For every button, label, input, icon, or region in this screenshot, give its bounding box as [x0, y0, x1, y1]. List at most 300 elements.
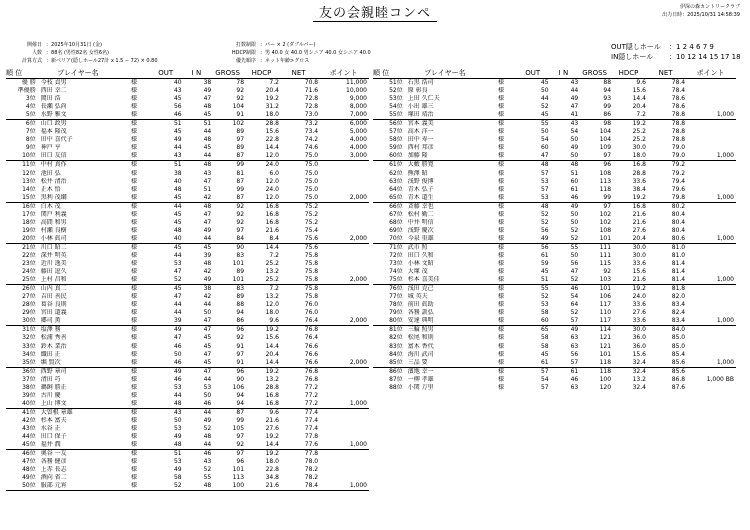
player-name-cell: 海川 武司 [407, 350, 434, 358]
hdcp-cell: 27.6 [632, 226, 646, 234]
hdcp-cell: 7.2 [269, 79, 279, 87]
hdcp-cell: 6.0 [269, 169, 279, 177]
player-name-cell: 鈴木 業治 [40, 342, 67, 350]
rank-cell: 21位 [22, 243, 36, 251]
rank-cell: 7位 [25, 128, 36, 136]
net-cell: 76.8 [304, 326, 319, 334]
points-cell [685, 211, 736, 219]
table-row [6, 79, 369, 88]
honorific-cell: 様 [131, 144, 138, 152]
gross-cell: 94 [236, 391, 245, 399]
in-score-cell: 48 [203, 260, 212, 268]
hdcp-cell: 7.2 [611, 111, 646, 120]
honorific-cell: 様 [498, 383, 505, 391]
in-score-cell: 48 [203, 202, 212, 210]
net-cell: 71.6 [304, 87, 319, 95]
in-score-cell: 49 [570, 202, 579, 210]
hdcp-cell: 16.8 [632, 161, 646, 169]
points-cell [685, 87, 736, 95]
hdcp-cell: 16.8 [265, 202, 279, 210]
player-name-cell: 今枝 貞男 [40, 79, 67, 87]
hdcp-cell: 16.8 [265, 391, 279, 399]
net-cell: 75.8 [304, 260, 319, 268]
points-cell [685, 136, 736, 144]
gross-cell: 92 [236, 218, 245, 226]
in-score-cell: 50 [203, 391, 212, 399]
table-row [373, 186, 736, 194]
gross-cell: 100 [211, 482, 244, 491]
player-name-cell: 鵜飼 勝正 [40, 383, 67, 391]
player-name-cell: 濱地 幸一 [407, 367, 434, 375]
honorific-cell: 様 [131, 416, 138, 424]
honorific-cell: 様 [485, 235, 517, 244]
rank-cell: 9位 [25, 144, 36, 152]
gross-cell: 88 [236, 301, 245, 309]
net-cell: 78.0 [304, 458, 319, 466]
out-score-cell: 52 [540, 293, 549, 301]
player-name-cell: 福井 潤 [38, 441, 118, 450]
out-score-cell: 51 [173, 161, 182, 169]
points-cell [318, 458, 369, 466]
net-cell: 77.8 [304, 450, 319, 458]
hdcp-cell: 36.0 [632, 334, 646, 342]
out-score-cell: 55 [540, 285, 549, 293]
table-row [6, 317, 369, 326]
player-name-cell: 松浦 秀善 [40, 334, 67, 342]
out-score-cell: 56 [540, 226, 549, 234]
rank-cell: 88位 [389, 383, 403, 391]
points-cell: 1,000 [685, 317, 736, 326]
honorific-cell: 様 [131, 87, 138, 95]
gross-cell: 92 [603, 268, 612, 276]
info-row: 優先順序 ：ネット年齢>グロス [235, 58, 310, 64]
out-score-cell: 46 [173, 375, 182, 383]
player-name-cell: 関戸 利義 [40, 210, 67, 218]
net-cell: 78.4 [279, 482, 318, 491]
player-name-cell: 松井 清治 [40, 177, 67, 185]
out-score-cell: 46 [150, 359, 182, 368]
points-cell [685, 309, 736, 317]
rank-cell: 84位 [389, 350, 403, 358]
table-row [6, 425, 369, 433]
player-name-cell: 大塚 茂 [407, 268, 428, 276]
hdcp-cell: 30.0 [632, 144, 646, 152]
honorific-cell: 様 [131, 95, 138, 103]
in-score-cell: 42 [203, 268, 212, 276]
hdcp-cell: 21.6 [611, 276, 646, 285]
net-cell: 77.6 [279, 441, 318, 450]
in-score-cell: 43 [203, 458, 212, 466]
out-score-cell: 56 [540, 243, 549, 251]
player-name-cell: 浅野 慶次 [407, 226, 434, 234]
points-cell: 9,000 [349, 95, 367, 103]
points-cell [318, 334, 369, 342]
net-cell: 85.6 [646, 359, 685, 368]
points-cell: 1,000 [685, 111, 736, 120]
honorific-cell: 様 [498, 350, 505, 358]
points-cell [685, 103, 736, 111]
net-cell: 75.4 [304, 226, 319, 234]
points-cell [685, 301, 736, 309]
in-score-cell: 47 [570, 268, 579, 276]
player-name-cell: 田口 友信 [38, 152, 118, 161]
gross-cell: 118 [599, 185, 612, 193]
rank-cell: 63位 [389, 177, 403, 185]
in-score-cell: 52 [549, 276, 579, 285]
player-name-cell: 小林 眞司 [38, 235, 118, 244]
gross-cell: 89 [236, 293, 245, 301]
rank-cell: 52位 [389, 87, 403, 95]
gross-cell: 96 [236, 326, 245, 334]
hdcp-cell: 13.2 [265, 375, 279, 383]
player-name-cell: 上田 久仁夫 [407, 95, 440, 103]
honorific-cell: 様 [498, 260, 505, 268]
gross-cell: 90 [236, 243, 245, 251]
in-score-cell: 44 [203, 301, 212, 309]
gross-cell: 97 [236, 226, 245, 234]
gross-cell: 102 [599, 210, 612, 218]
points-cell [318, 211, 369, 219]
hdcp-cell: 28.8 [265, 383, 279, 391]
gross-cell: 115 [599, 260, 612, 268]
table-row [373, 87, 736, 95]
points-cell [318, 285, 369, 294]
player-name-cell: 西村 邦彦 [407, 144, 434, 152]
points-cell: 1,000 [685, 194, 736, 203]
out-score-cell: 51 [173, 450, 182, 458]
rank-cell: 38位 [22, 383, 36, 391]
player-name-cell: 田口 久和 [407, 252, 434, 259]
out-score-cell: 40 [173, 79, 182, 87]
table-row [373, 243, 736, 252]
out-score-cell: 52 [150, 276, 182, 285]
honorific-cell: 様 [131, 424, 138, 432]
col-points: ポイント [318, 69, 369, 79]
in-score-cell: 46 [549, 194, 579, 203]
net-cell: 83.4 [671, 301, 686, 309]
hdcp-cell: 9.6 [636, 79, 646, 87]
table-row [6, 351, 369, 359]
rank-cell: 28位 [22, 301, 36, 309]
in-score-cell: 44 [203, 408, 212, 416]
points-cell: 3,000 [318, 152, 369, 161]
table-row [373, 384, 736, 392]
hdcp-cell: 7.2 [269, 252, 279, 259]
out-score-cell: 53 [173, 458, 182, 466]
table-row [6, 466, 369, 474]
out-score-cell: 52 [150, 482, 182, 491]
honorific-cell: 様 [498, 301, 505, 309]
gross-cell: 96 [603, 161, 612, 169]
table-row [6, 260, 369, 268]
net-cell: 75.0 [304, 177, 319, 185]
player-name-cell: 葛谷 良則 [40, 301, 67, 309]
out-score-cell: 48 [540, 161, 549, 169]
gross-cell: 94 [603, 87, 612, 95]
player-name-cell: 高間 和男 [40, 218, 67, 226]
honorific-cell: 様 [498, 120, 505, 128]
points-cell: 1,000 [685, 276, 736, 285]
player-name-cell: 水野 雅文 [38, 111, 118, 120]
rank-cell: 20位 [6, 235, 38, 244]
in-score-cell: 48 [203, 103, 212, 111]
honorific-cell: 様 [498, 375, 505, 383]
net-cell: 75.8 [279, 276, 318, 285]
out-score-cell: 51 [173, 120, 182, 128]
in-score-cell: 54 [570, 293, 579, 301]
rank-cell: 46位 [22, 450, 36, 458]
table-row [373, 120, 736, 129]
gross-cell: 101 [599, 285, 612, 293]
table-row [373, 152, 736, 161]
honorific-cell: 様 [485, 152, 517, 161]
points-cell [318, 170, 369, 178]
points-cell [685, 95, 736, 103]
col-hdcp: HDCP [244, 69, 279, 79]
net-cell: 78.8 [671, 136, 686, 144]
gross-cell: 93 [603, 95, 612, 103]
player-name-cell: 田口 保子 [40, 433, 67, 441]
in-score-cell: 51 [203, 185, 212, 193]
points-cell [318, 227, 369, 235]
rank-cell: 14位 [22, 185, 36, 193]
table-row [6, 392, 369, 400]
table-row [6, 359, 369, 368]
col-in: I N [182, 69, 212, 79]
hdcp-cell: 16.8 [265, 218, 279, 226]
honorific-cell: 様 [498, 202, 505, 210]
hdcp-cell: 15.6 [265, 334, 279, 342]
honorific-cell: 様 [131, 466, 138, 474]
hdcp-cell: 14.4 [265, 342, 279, 350]
net-cell: 77.2 [279, 400, 318, 409]
hdcp-cell: 9.6 [269, 408, 279, 416]
table-row [6, 235, 369, 244]
gross-cell: 97 [603, 202, 612, 210]
rank-cell: 34位 [22, 350, 36, 358]
gross-cell: 114 [599, 326, 612, 334]
out-score-cell: 45 [540, 268, 549, 276]
rank-cell: 53位 [389, 95, 403, 103]
table-row [6, 376, 369, 384]
honorific-cell: 様 [131, 309, 138, 317]
in-score-cell: 49 [203, 226, 212, 234]
out-score-cell: 45 [173, 95, 182, 103]
in-score-cell: 63 [570, 334, 579, 342]
honorific-cell: 様 [498, 185, 505, 193]
player-name-cell: 白木 茂 [40, 202, 61, 210]
table-row [373, 293, 736, 301]
out-score-cell: 44 [173, 202, 182, 210]
points-cell: 1,000 [685, 359, 736, 368]
col-rank: 順 位 [6, 69, 38, 79]
hdcp-cell: 19.2 [611, 194, 646, 203]
net-cell: 74.6 [304, 144, 319, 152]
table-row [373, 178, 736, 186]
out-score-cell: 61 [517, 359, 549, 368]
gross-cell: 99 [236, 416, 245, 424]
rank-cell: 17位 [22, 210, 36, 218]
out-score-cell: 52 [540, 103, 549, 111]
net-cell: 76.4 [279, 317, 318, 326]
honorific-cell: 様 [485, 276, 517, 285]
rank-cell: 57位 [389, 128, 403, 136]
points-cell: 4,000 [349, 144, 367, 152]
honorific-cell: 様 [131, 408, 138, 416]
player-name-cell: 田中 寿一 [407, 136, 434, 144]
player-name-cell: 田中 喜代子 [40, 136, 73, 144]
honorific-cell: 様 [131, 260, 138, 268]
honorific-cell: 様 [118, 152, 150, 161]
player-name-cell: 中村 真作 [40, 161, 67, 169]
player-name-cell: 杉本 富夫 [40, 416, 67, 424]
rank-cell: 6位 [25, 120, 36, 128]
in-score-cell: 49 [570, 144, 579, 152]
rank-cell: 72位 [389, 252, 403, 259]
points-cell: 1,000 BB [706, 375, 734, 383]
rank-cell: 79位 [389, 309, 403, 317]
player-name-cell: 福本 隆茂 [40, 128, 67, 136]
out-score-cell: 43 [173, 408, 182, 416]
net-cell: 81.0 [671, 252, 686, 259]
out-score-cell: 50 [540, 128, 549, 136]
player-name-cell: 藤田 逗久 [40, 268, 67, 276]
col-player: プレイヤー名 [405, 69, 485, 79]
table-row [373, 334, 736, 342]
points-cell [685, 161, 736, 170]
gross-cell: 120 [599, 383, 612, 391]
rank-cell: 42位 [22, 416, 36, 424]
table-row [373, 136, 736, 144]
in-score-cell: 61 [570, 185, 579, 193]
points-cell [318, 343, 369, 351]
player-name-cell: 織田 正 [40, 350, 61, 358]
player-name-cell: 松村 勤二 [407, 210, 434, 218]
honorific-cell: 様 [131, 375, 138, 383]
rank-cell: 39位 [22, 391, 36, 399]
rank-cell: 80位 [373, 317, 405, 326]
rank-cell: 5位 [6, 111, 38, 120]
points-cell [318, 243, 369, 252]
in-score-cell: 49 [182, 276, 212, 285]
rank-cell: 75位 [373, 276, 405, 285]
rank-cell: 43位 [22, 424, 36, 432]
net-cell: 75.0 [279, 194, 318, 203]
table-row [6, 152, 369, 161]
net-cell: 78.2 [304, 474, 319, 482]
net-cell: 84.0 [671, 326, 686, 334]
rank-cell: 66位 [389, 202, 403, 210]
player-name-cell: 中井 明信 [407, 218, 434, 226]
hdcp-cell: 31.2 [265, 103, 279, 111]
out-score-cell: 52 [540, 218, 549, 226]
net-cell: 85.4 [671, 350, 686, 358]
rank-cell: 26位 [22, 285, 36, 293]
honorific-cell: 様 [498, 87, 505, 95]
in-score-cell: 46 [182, 400, 212, 409]
out-score-cell: 49 [173, 367, 182, 375]
out-score-cell: 45 [173, 218, 182, 226]
table-row [6, 482, 369, 491]
rank-cell: 19位 [22, 226, 36, 234]
points-cell [685, 178, 736, 186]
out-score-cell: 54 [540, 375, 549, 383]
net-cell: 77.4 [304, 408, 319, 416]
hdcp-cell: 14.4 [632, 95, 646, 103]
hdcp-cell: 24.0 [265, 161, 279, 169]
out-score-cell: 58 [540, 334, 549, 342]
player-name-cell: 上山 博文 [38, 400, 118, 409]
hdcp-cell: 38.4 [632, 185, 646, 193]
hdcp-cell: 14.4 [265, 243, 279, 251]
net-cell: 77.8 [304, 433, 319, 441]
player-name-cell: 浅田 克己 [407, 285, 434, 293]
gross-cell: 90 [236, 375, 245, 383]
table-row [373, 252, 736, 260]
gross-cell: 101 [578, 235, 611, 244]
honorific-cell: 様 [498, 136, 505, 144]
gross-cell: 97 [236, 433, 245, 441]
in-score-cell: 47 [203, 210, 212, 218]
in-score-cell: 42 [203, 293, 212, 301]
table-row [6, 170, 369, 178]
gross-cell: 97 [236, 350, 245, 358]
hdcp-cell: 20.4 [265, 350, 279, 358]
points-cell [318, 293, 369, 301]
table-row [373, 161, 736, 170]
gross-cell: 87 [211, 194, 244, 203]
col-gross: GROSS [211, 69, 244, 79]
honorific-cell: 様 [131, 301, 138, 309]
net-cell: 81.4 [646, 276, 685, 285]
points-cell [318, 309, 369, 317]
hdcp-cell: 9.6 [244, 317, 279, 326]
gross-cell: 103 [578, 276, 611, 285]
gross-cell: 106 [599, 293, 612, 301]
col-out: OUT [517, 69, 549, 79]
player-name-cell: 深井 明英 [40, 252, 67, 259]
col-hdcp: HDCP [611, 69, 646, 79]
honorific-cell: 様 [131, 383, 138, 391]
hdcp-cell: 18.0 [244, 111, 279, 120]
rank-cell: 31位 [22, 326, 36, 334]
rank-cell: 33位 [22, 342, 36, 350]
in-score-cell: 47 [182, 317, 212, 326]
points-cell: 2,000 [318, 276, 369, 285]
points-cell [318, 417, 369, 425]
honorific-cell: 様 [498, 218, 505, 226]
hdcp-cell: 24.0 [632, 293, 646, 301]
net-cell: 79.2 [671, 169, 686, 177]
points-cell: 7,000 [318, 111, 369, 120]
honorific-cell: 様 [131, 474, 138, 482]
rank-cell: 67位 [389, 210, 403, 218]
out-score-cell: 58 [173, 474, 182, 482]
rank-cell: 81位 [389, 326, 403, 334]
table-row [6, 293, 369, 301]
points-cell: 1,000 [685, 152, 736, 161]
hdcp-cell: 33.6 [611, 317, 646, 326]
hdcp-cell: 22.8 [265, 466, 279, 474]
points-cell [685, 326, 736, 335]
in-score-cell: 56 [570, 260, 579, 268]
info-row: 計算方式 ：新ペリア(隠しホール27計 x 1.5 − 72) × 0.80 [21, 58, 158, 64]
player-name-cell: 熊澤 昭 [407, 169, 428, 177]
player-name-cell: 清田 巧 [40, 375, 61, 383]
in-score-cell: 57 [549, 359, 579, 368]
table-row [373, 202, 736, 211]
hdcp-cell: 25.2 [632, 136, 646, 144]
